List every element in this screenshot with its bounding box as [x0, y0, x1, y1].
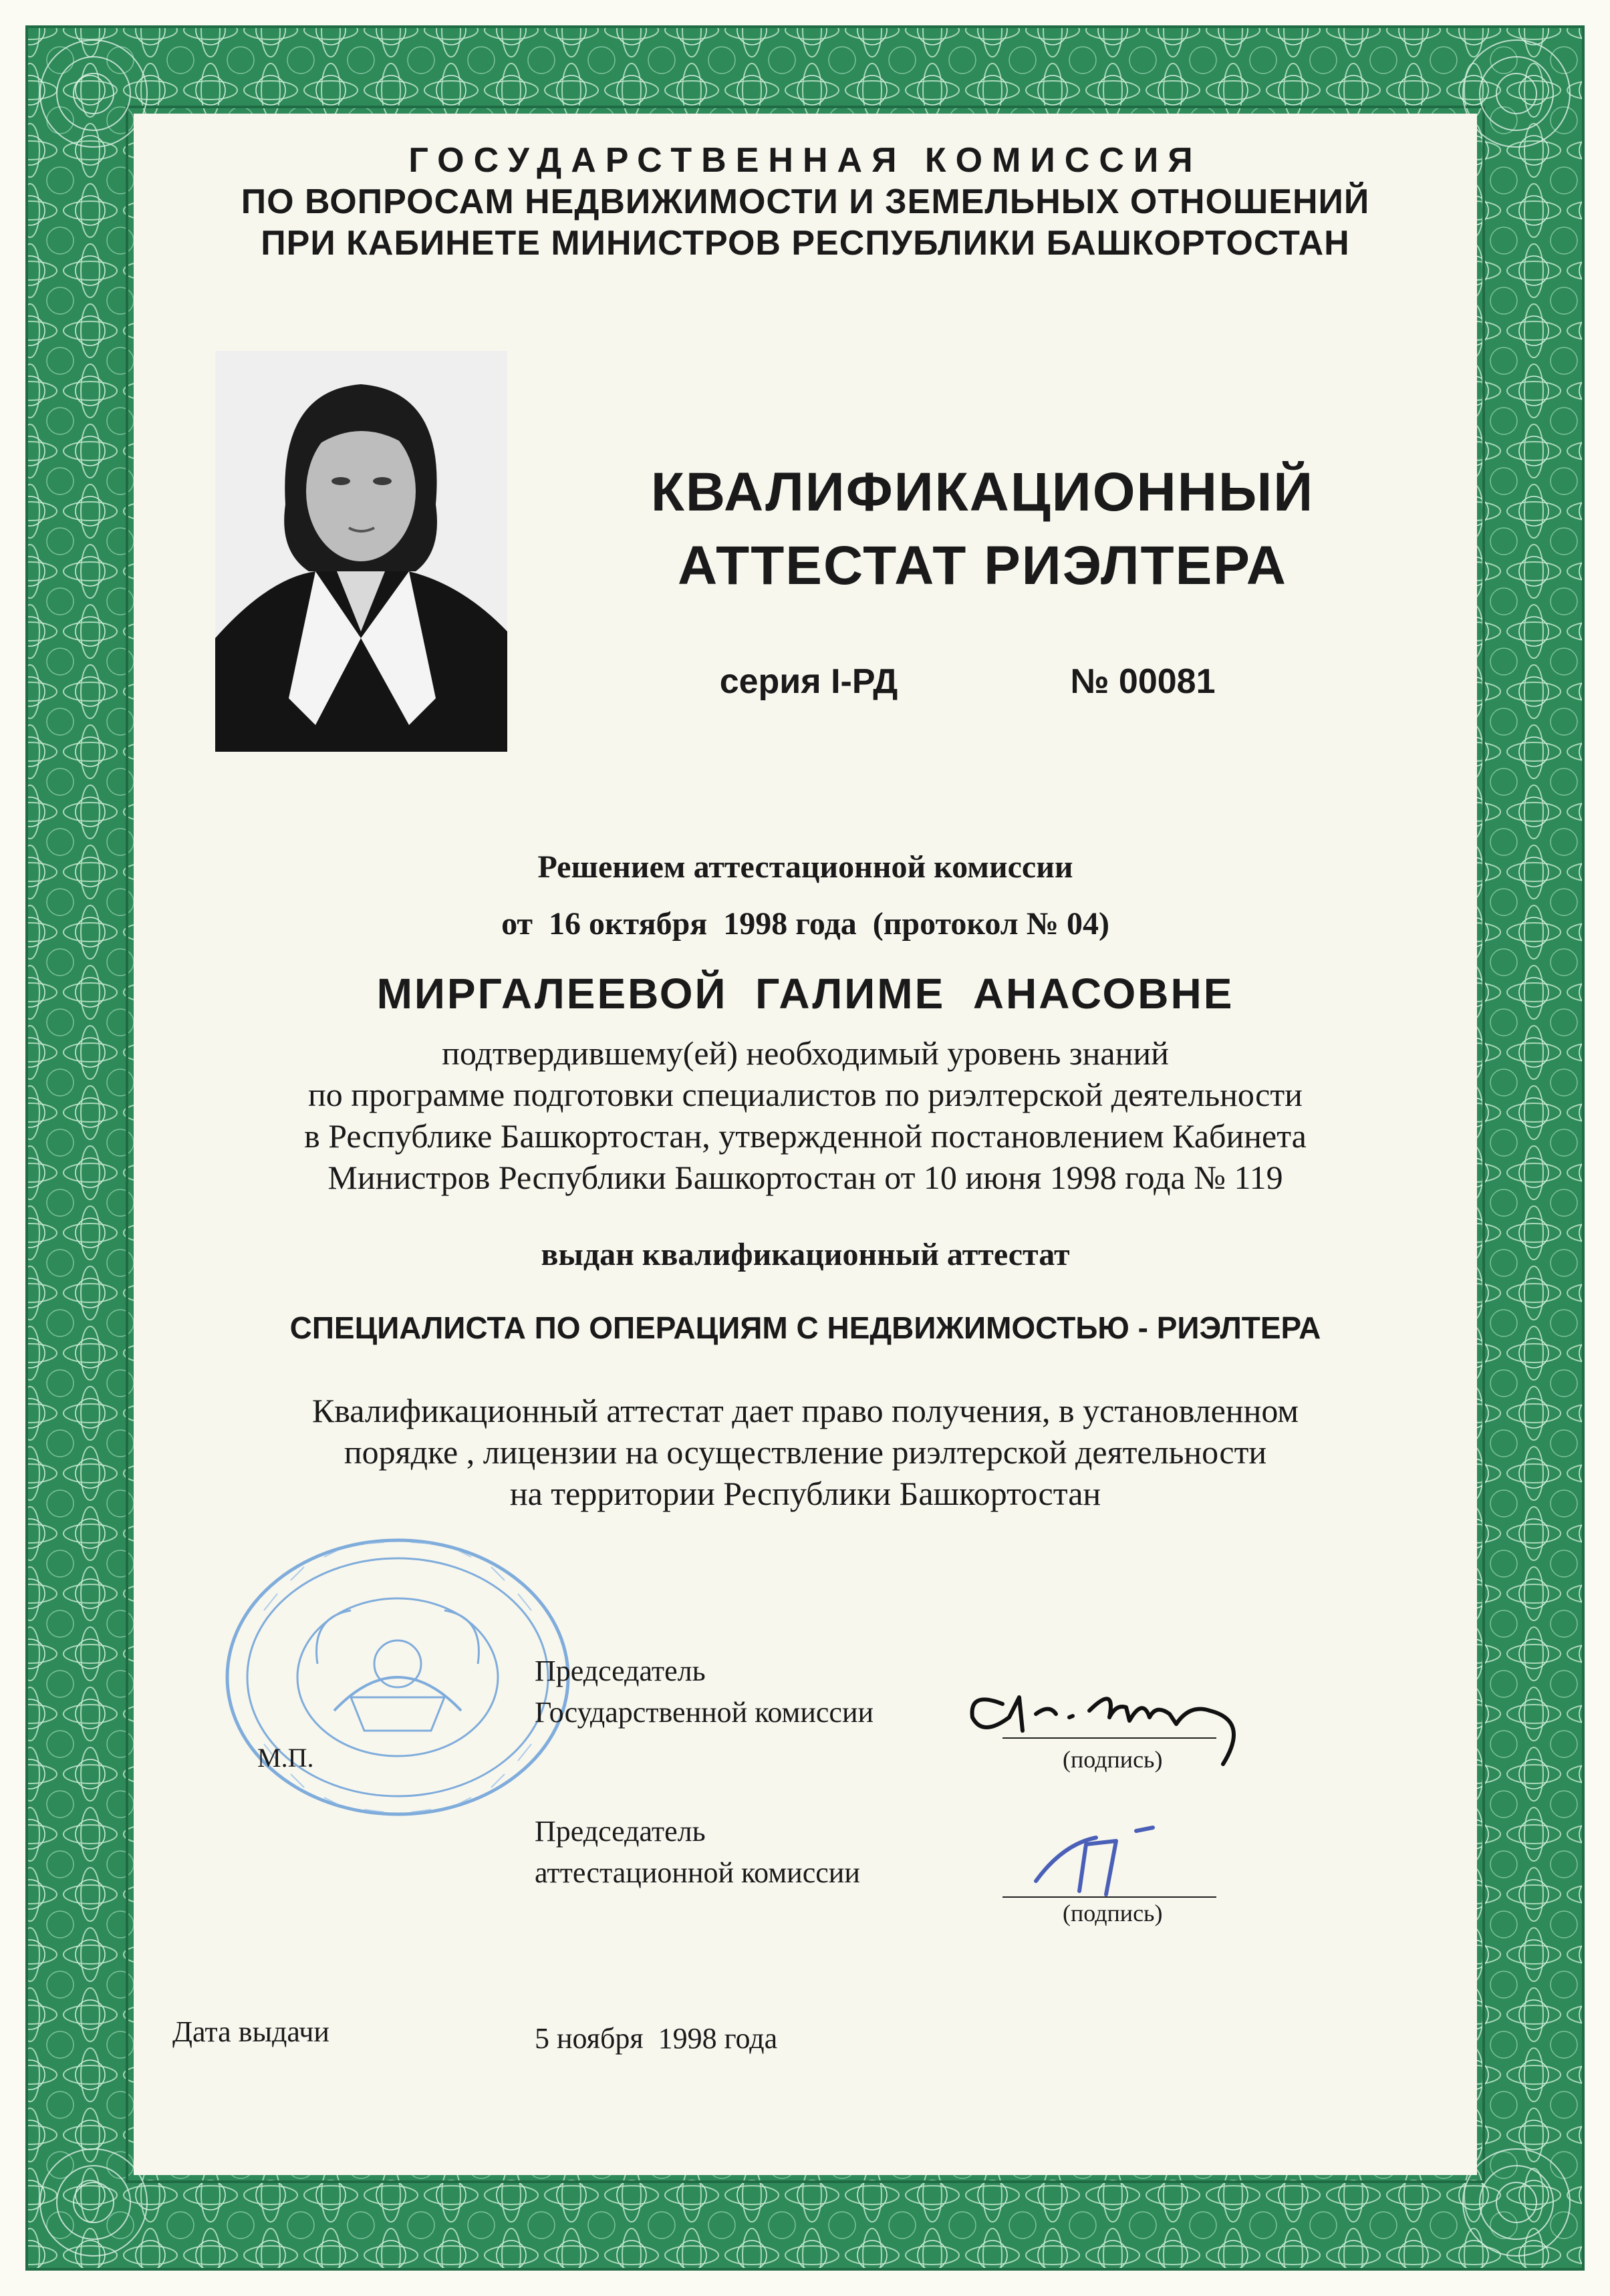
- series-number: № 00081: [1070, 662, 1216, 701]
- issued-line: выдан квалификационный аттестат: [541, 1237, 1070, 1272]
- holder-name: МИРГАЛЕЕВОЙ ГАЛИМЕ АНАСОВНЕ: [376, 970, 1234, 1018]
- basis-line-3: в Республике Башкортостан, утвержденной постановлением Кабинета: [304, 1117, 1307, 1155]
- header-line-2: ПО ВОПРОСАМ НЕДВИЖИМОСТИ И ЗЕМЕЛЬНЫХ ОТНОШЕНИЙ: [241, 182, 1370, 221]
- holder-photo: [215, 351, 507, 752]
- issue-date-value: 5 ноября 1998 года: [535, 2022, 778, 2055]
- signature-1-caption: (подпись): [1063, 1746, 1163, 1773]
- issue-date-label: Дата выдачи: [172, 2015, 329, 2048]
- signatory-2-title-line-2: аттестационной комиссии: [535, 1856, 860, 1889]
- basis-line-1: подтвердившему(ей) необходимый уровень знаний: [442, 1034, 1169, 1072]
- basis-line-2: по программе подготовки специалистов по риэлтерской деятельности: [308, 1076, 1303, 1113]
- title-line-1: КВАЛИФИКАЦИОННЫЙ: [650, 462, 1315, 523]
- header-line-1: ГОСУДАРСТВЕННАЯ КОМИССИЯ: [408, 141, 1202, 180]
- signature-1-line: [1002, 1737, 1216, 1739]
- signature-2: [1023, 1818, 1223, 1904]
- title-line-2: АТТЕСТАТ РИЭЛТЕРА: [678, 535, 1287, 596]
- decision-line-1: Решением аттестационной комиссии: [537, 849, 1073, 885]
- signatory-1-title-line-2: Государственной комиссии: [535, 1696, 874, 1729]
- header-line-3: ПРИ КАБИНЕТЕ МИНИСТРОВ РЕСПУБЛИКИ БАШКОРТОСТАН: [261, 224, 1350, 263]
- rights-line-2: порядке , лицензии на осуществление риэлтерской деятельности: [344, 1433, 1267, 1471]
- official-seal: [217, 1530, 578, 1824]
- specialty: СПЕЦИАЛИСТА ПО ОПЕРАЦИЯМ С НЕДВИЖИМОСТЬЮ - РИЭЛТЕРА: [289, 1310, 1321, 1345]
- rights-line-3: на территории Республики Башкортостан: [509, 1475, 1101, 1512]
- decision-line-2: от 16 октября 1998 года (протокол № 04): [501, 906, 1109, 942]
- rights-line-1: Квалификационный аттестат дает право получения, в установленном: [311, 1392, 1299, 1429]
- signatory-1-title-line-1: Председатель: [535, 1655, 706, 1687]
- series-label: серия I-РД: [719, 662, 898, 701]
- basis-line-4: Министров Республики Башкортостан от 10 июня 1998 года № 119: [327, 1159, 1283, 1196]
- signature-2-line: [1002, 1896, 1216, 1898]
- signature-2-caption: (подпись): [1063, 1900, 1163, 1926]
- seal-place-label: М.П.: [257, 1743, 314, 1773]
- signatory-2-title-line-1: Председатель: [535, 1815, 706, 1848]
